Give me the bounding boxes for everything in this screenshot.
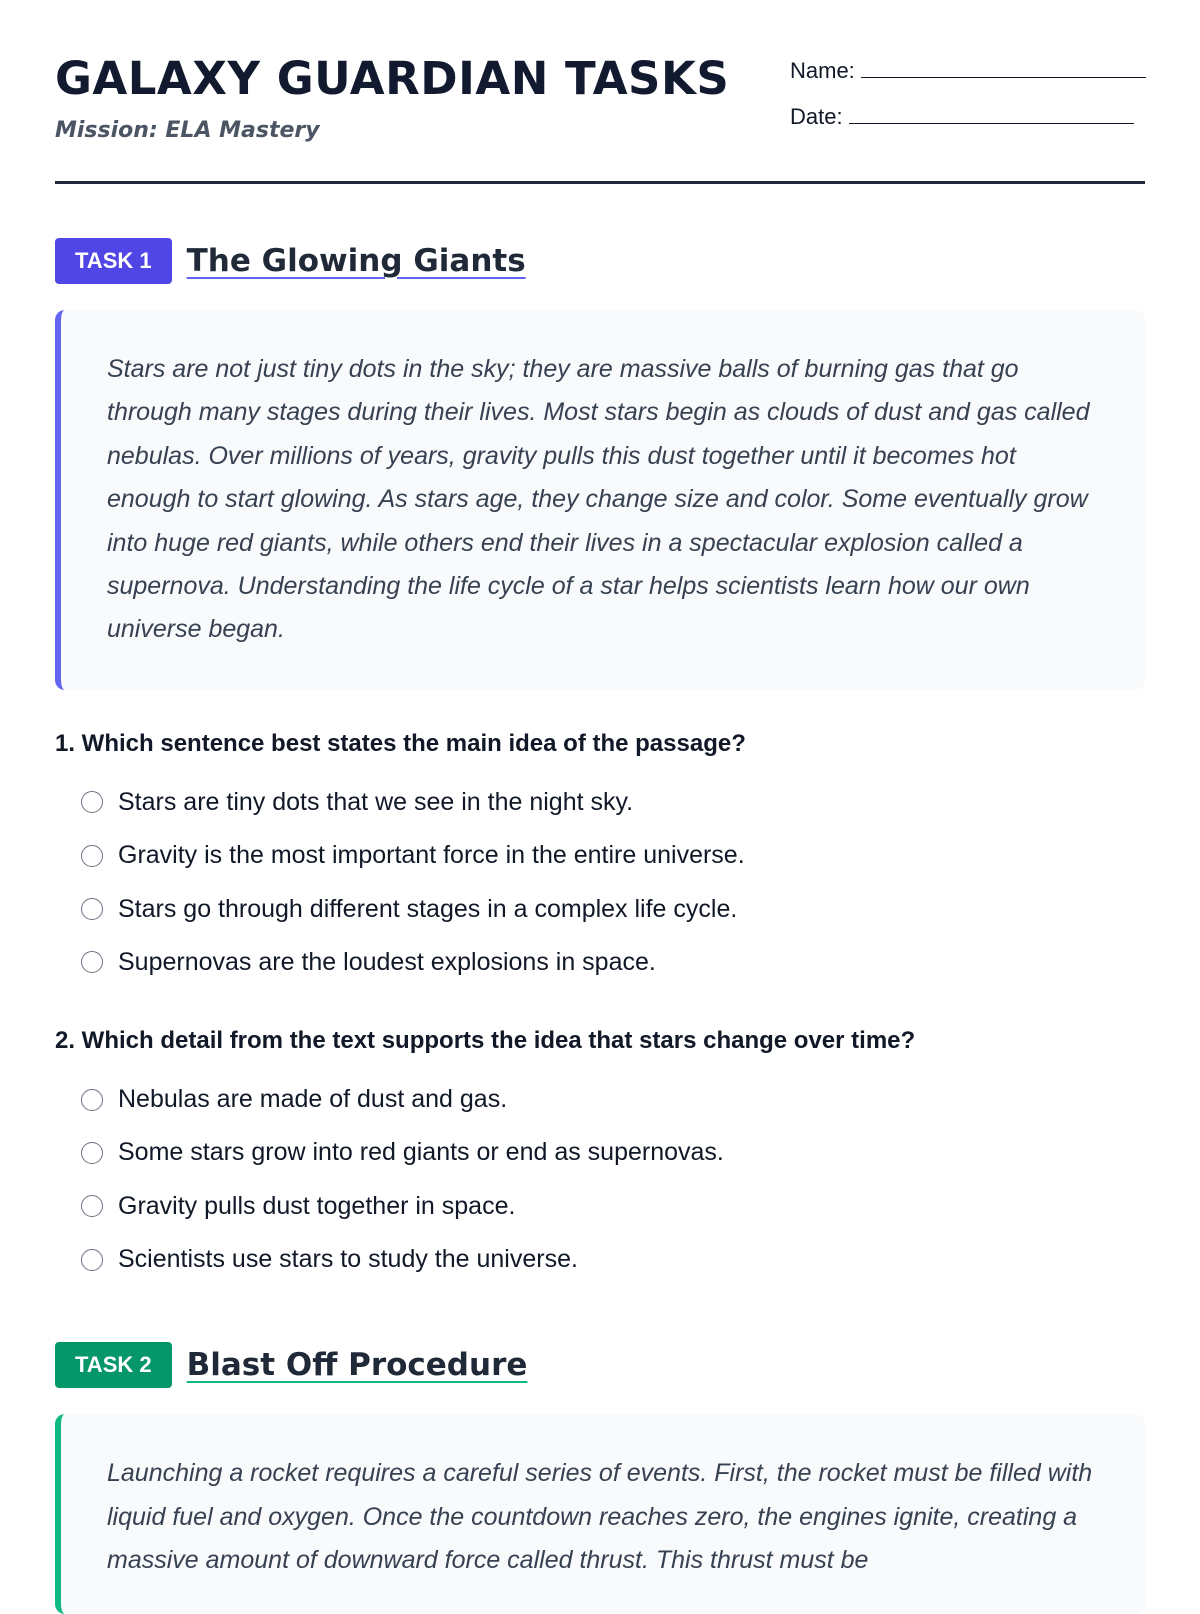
option-label: Gravity is the most important force in the entire universe. (118, 841, 745, 870)
task-2-header (55, 1342, 1145, 1388)
worksheet-header (55, 0, 1145, 184)
answer-option[interactable] (81, 1180, 1145, 1233)
date-blank-line[interactable] (849, 105, 1134, 124)
date-label: Date: (790, 104, 843, 129)
task-2-title: Blast Off Procedure (186, 1347, 528, 1384)
option-label: Supernovas are the loudest explosions in space. (118, 947, 656, 976)
radio-button-icon[interactable] (81, 1249, 103, 1271)
radio-button-icon[interactable] (81, 791, 103, 813)
option-label: Stars go through different stages in a complex life cycle. (118, 894, 738, 923)
task-1-passage: Stars are not just tiny dots in the sky; they are massive balls of burning gas that go through many stages during their lives. Most stars begin as clouds of dust and gas called nebulas. Over millions of years, gravity pulls this dust together until it becomes hot enough to start glowing. As stars age, they change size and color. Some eventually grow into huge red giants, while others end their lives in a spectacular explosion called a supernova. Understanding the life cycle of a star helps scientists learn how our own universe began. (55, 310, 1145, 690)
answer-option[interactable] (81, 1126, 1145, 1179)
question-1-options (55, 776, 1145, 989)
answer-option[interactable] (81, 776, 1145, 829)
question-2: 2. Which detail from the text supports the idea that stars change over time? (55, 1027, 916, 1055)
task-1-header (55, 238, 1145, 284)
answer-option[interactable] (81, 829, 1145, 882)
radio-button-icon[interactable] (81, 1195, 103, 1217)
task-2-badge: TASK 2 (55, 1342, 172, 1388)
radio-button-icon[interactable] (81, 951, 103, 973)
answer-option[interactable] (81, 936, 1145, 989)
answer-option[interactable] (81, 1073, 1145, 1126)
option-label: Nebulas are made of dust and gas. (118, 1085, 508, 1114)
option-label: Scientists use stars to study the universe. (118, 1245, 578, 1274)
question-1: 1. Which sentence best states the main idea of the passage? (55, 729, 746, 757)
radio-button-icon[interactable] (81, 898, 103, 920)
radio-button-icon[interactable] (81, 845, 103, 867)
name-field[interactable] (790, 58, 1146, 84)
date-field[interactable] (790, 104, 1134, 130)
name-label: Name: (790, 58, 855, 83)
task-2-passage: Launching a rocket requires a careful series of events. First, the rocket must be filled with liquid fuel and oxygen. Once the countdown reaches zero, the engines ignite, creating a massive amount of downward force called thrust. This thrust must be (55, 1414, 1145, 1614)
task-1-badge: TASK 1 (55, 238, 172, 284)
worksheet-title: GALAXY GUARDIAN TASKS (55, 52, 730, 105)
option-label: Some stars grow into red giants or end as supernovas. (118, 1138, 724, 1167)
option-label: Stars are tiny dots that we see in the night sky. (118, 787, 634, 816)
option-label: Gravity pulls dust together in space. (118, 1191, 516, 1220)
radio-button-icon[interactable] (81, 1142, 103, 1164)
name-blank-line[interactable] (861, 59, 1146, 78)
worksheet-subtitle: Mission: ELA Mastery (55, 118, 320, 143)
answer-option[interactable] (81, 1233, 1145, 1286)
radio-button-icon[interactable] (81, 1089, 103, 1111)
question-2-options (55, 1073, 1145, 1286)
task-1-title: The Glowing Giants (186, 243, 526, 279)
answer-option[interactable] (81, 882, 1145, 935)
